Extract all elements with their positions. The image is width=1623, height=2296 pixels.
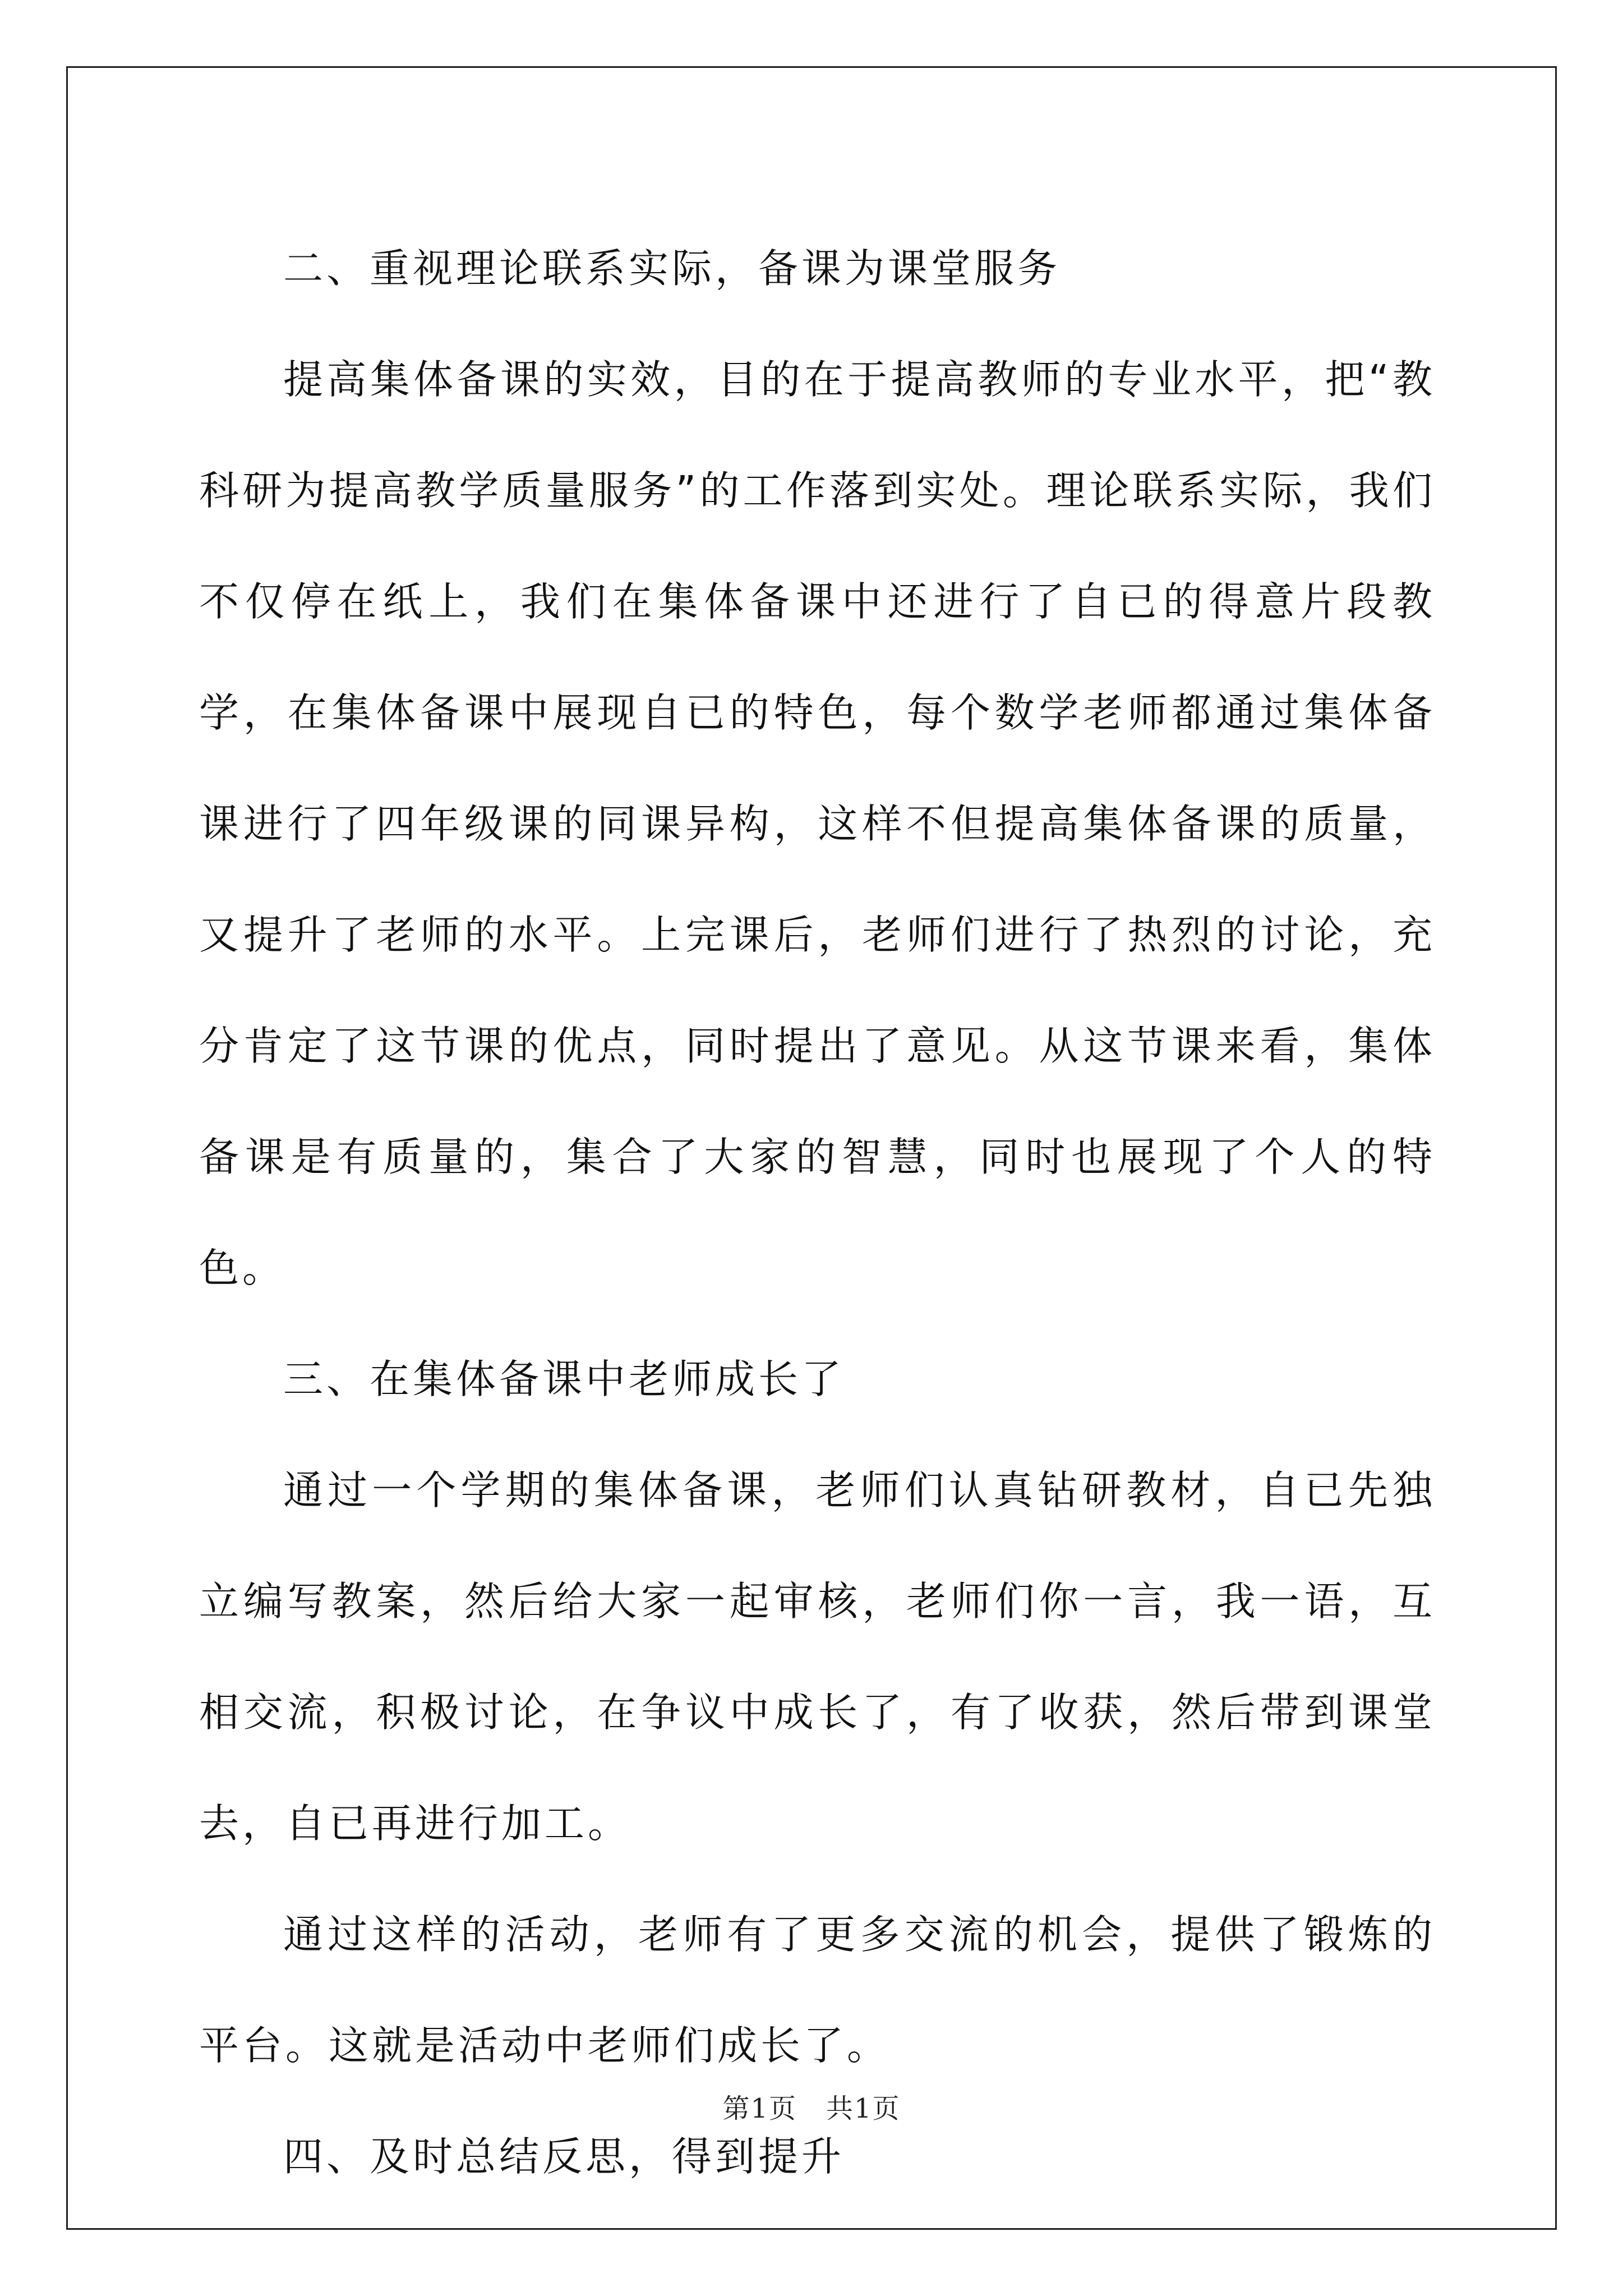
paragraph: 提高集体备课的实效，目的在于提高教师的专业水平，把“教科研为提高教学质量服务”的工作落到实处。理论联系实际，我们不仅停在纸上，我们在集体备课中还进行了自已的得意片段教学，在集体备课中展现自已的特色，每个数学老师都通过集体备课进行了四年级课的同课异构，这样不但提高集体备课的质量，又提升了老师的水平。上完课后，老师们进行了热烈的讨论，充分肯定了这节课的优点，同时提出了意见。从这节课来看，集体备课是有质量的，集合了大家的智慧，同时也展现了个人的特色。	[199, 356, 1436, 1291]
section-heading: 二、重视理论联系实际，备课为课堂服务	[283, 245, 1061, 292]
page-number-total: 共1页	[826, 2093, 901, 2124]
document-body	[199, 213, 1436, 2212]
paragraph: 通过这样的活动，老师有了更多交流的机会，提供了锻炼的平台。这就是活动中老师们成长了。	[199, 1911, 1436, 2069]
paragraph: 通过一个学期的集体备课，老师们认真钻研教材，自已先独立编写教案，然后给大家一起审核，老师们你一言，我一语，互相交流，积极讨论，在争议中成长了，有了收获，然后带到课堂去，自已再进行加工。	[199, 1467, 1436, 1847]
section-heading: 四、及时总结反思，得到提升	[283, 2133, 845, 2180]
page-number-current: 第1页	[722, 2093, 797, 2124]
section-heading: 三、在集体备课中老师成长了	[283, 1356, 845, 1402]
page-footer	[0, 2087, 1623, 2125]
